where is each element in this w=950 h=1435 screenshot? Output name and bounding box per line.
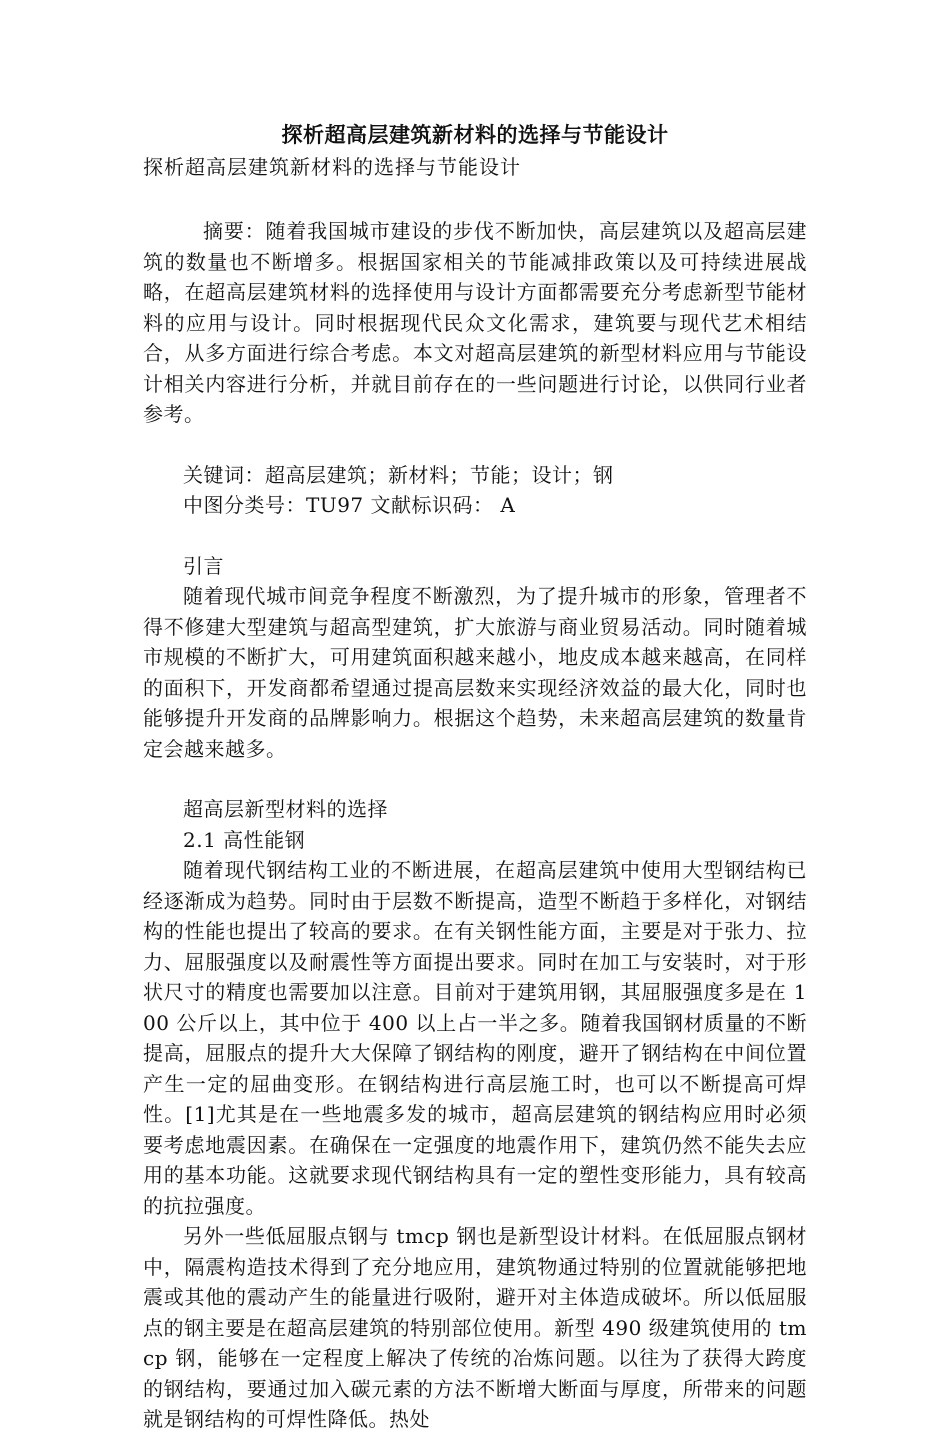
spacer — [143, 430, 807, 460]
body-paragraph-1: 随着现代钢结构工业的不断进展，在超高层建筑中使用大型钢结构已经逐渐成为趋势。同时由于层数不断提高，造型不断趋于多样化，对钢结构的性能也提出了较高的要求。在有关钢性能方面，主要是对于张力、拉力、屈服强度以及耐震性等方面提出要求。同时在加工与安装时，对于形状尺寸的精度也需要加以注意。目前对于建筑用钢，其屈服强度多是在 100 公斤以上，其中位于 400 以上占一半之多。随着我国钢材质量的不断提高，屈服点的提升大大保障了钢结构的刚度，避开了钢结构在中间位置产生一定的屈曲变形。在钢结构进行高层施工时，也可以不断提高可焊性。[1]尤其是在一些地震多发的城市，超高层建筑的钢结构应用时必须要考虑地震因素。在确保在一定强度的地震作用下，建筑仍然不能失去应用的基本功能。这就要求现代钢结构具有一定的塑性变形能力，具有较高的抗拉强度。 — [143, 858, 807, 1218]
document-body — [143, 118, 807, 1435]
classification-line: 中图分类号：TU97 文献标识码： A — [183, 493, 516, 517]
subsection-heading: 2.1 高性能钢 — [183, 827, 306, 852]
document-subtitle: 探析超高层建筑新材料的选择与节能设计 — [143, 155, 521, 179]
intro-paragraph: 随着现代城市间竞争程度不断激烈，为了提升城市的形象，管理者不得不修建大型建筑与超高型建筑，扩大旅游与商业贸易活动。同时随着城市规模的不断扩大，可用建筑面积越来越小，地皮成本越来越高，在同样的面积下，开发商都希望通过提高层数来实现经济效益的最大化，同时也能够提升开发商的品牌影响力。根据这个趋势，未来超高层建筑的数量肯定会越来越多。 — [143, 584, 807, 761]
body-paragraph-2: 另外一些低屈服点钢与 tmcp 钢也是新型设计材料。在低屈服点钢材中，隔震构造技术得到了充分地应用，建筑物通过特别的位置就能够把地震或其他的震动产生的能量进行吸附，避开对主体造成破坏。所以低屈服点的钢主要是在超高层建筑的特别部位使用。新型 490 级建筑使用的 tmcp 钢，能够在一定程度上解决了传统的冶炼问题。以往为了获得大跨度的钢结构，要通过加入碳元素的方法不断增大断面与厚度，所带来的问题就是钢结构的可焊性降低。热处 — [143, 1224, 807, 1431]
section-heading: 超高层新型材料的选择 — [183, 797, 388, 821]
document-title: 探析超高层建筑新材料的选择与节能设计 — [281, 122, 669, 147]
intro-heading: 引言 — [183, 553, 224, 578]
spacer — [143, 521, 807, 551]
abstract-paragraph: 摘要：随着我国城市建设的步伐不断加快，高层建筑以及超高层建筑的数量也不断增多。根据国家相关的节能减排政策以及可持续进展战略，在超高层建筑材料的选择使用与设计方面都需要充分考虑新型节能材料的应用与设计。同时根据现代民众文化需求，建筑要与现代艺术相结合，从多方面进行综合考虑。本文对超高层建筑的新型材料应用与节能设计相关内容进行分析，并就目前存在的一些问题进行讨论，以供同行业者参考。 — [143, 219, 807, 426]
spacer — [143, 182, 807, 216]
keywords-line: 关键词：超高层建筑；新材料；节能；设计；钢 — [183, 462, 614, 487]
spacer — [143, 764, 807, 794]
